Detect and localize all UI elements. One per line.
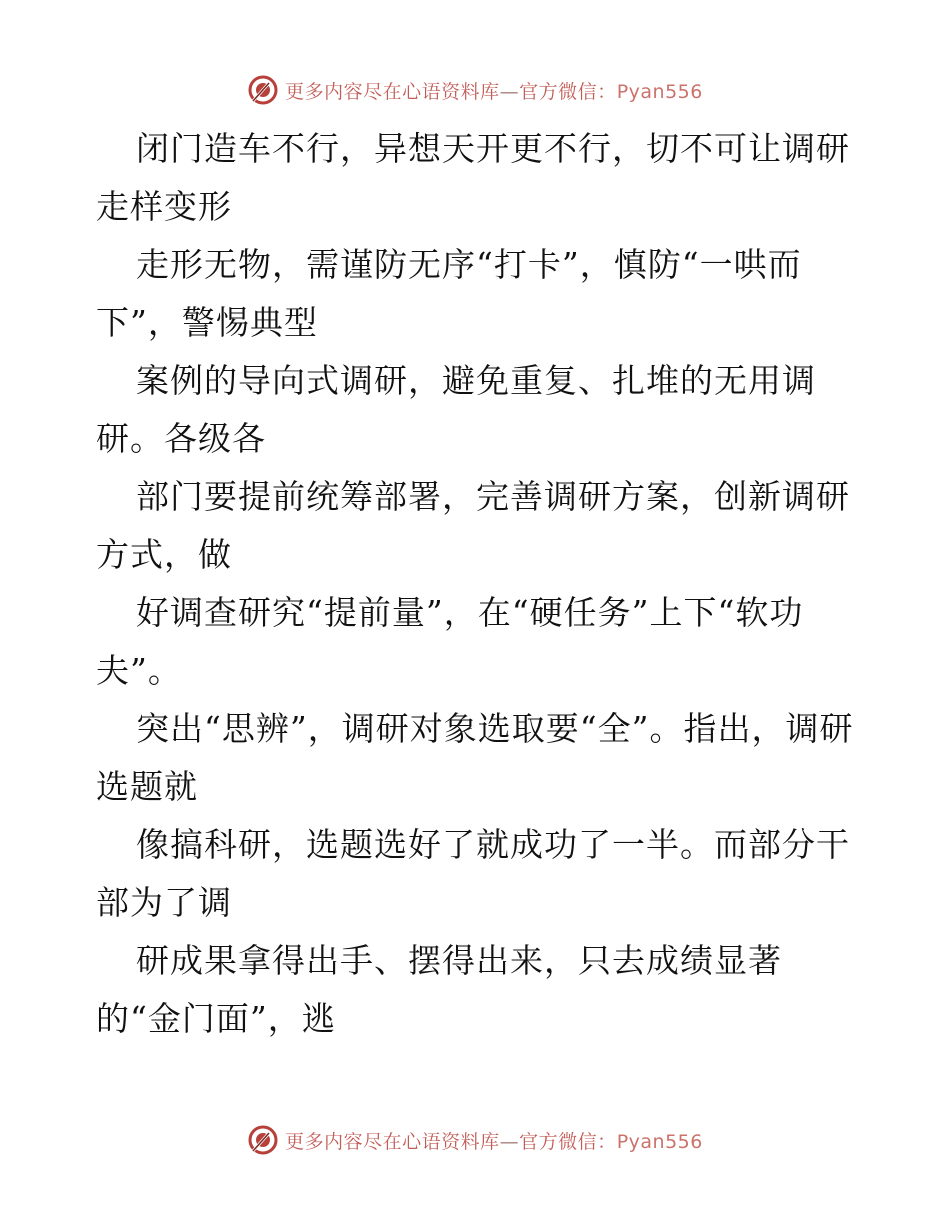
watermark-text: 更多内容尽在心语资料库—官方微信：Pyan556	[285, 80, 703, 103]
paragraph: 部门要提前统筹部署，完善调研方案，创新调研方式，做	[96, 477, 850, 574]
document-body	[96, 120, 856, 1048]
paragraph: 走形无物，需谨防无序“打卡”，慎防“一哄而下”，警惕典型	[96, 245, 802, 342]
header-watermark	[0, 70, 950, 110]
paragraph: 研成果拿得出手、摆得出来，只去成绩显著的“金门面”，逃	[96, 941, 782, 1038]
logo-icon	[247, 1124, 279, 1156]
logo-icon	[247, 74, 279, 106]
footer-watermark	[0, 1120, 950, 1160]
paragraph: 突出“思辨”，调研对象选取要“全”。指出，调研选题就	[96, 709, 854, 806]
paragraph: 闭门造车不行，异想天开更不行，切不可让调研走样变形	[96, 129, 850, 226]
paragraph: 案例的导向式调研，避免重复、扎堆的无用调研。各级各	[96, 361, 816, 458]
paragraph: 像搞科研，选题选好了就成功了一半。而部分干部为了调	[96, 825, 850, 922]
paragraph: 好调查研究“提前量”，在“硬任务”上下“软功夫”。	[96, 593, 804, 690]
watermark-text: 更多内容尽在心语资料库—官方微信：Pyan556	[285, 1130, 703, 1153]
